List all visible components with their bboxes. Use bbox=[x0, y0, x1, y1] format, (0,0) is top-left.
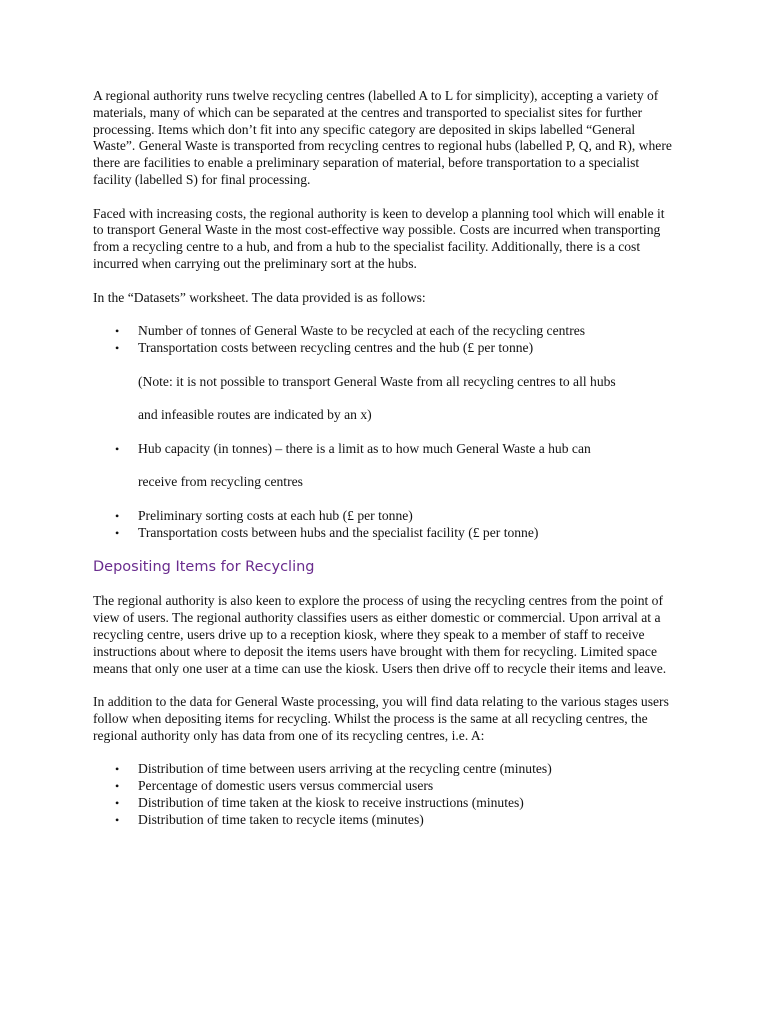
intro-paragraph-2: Faced with increasing costs, the regional authority is keen to develop a planning tool which will enable it to transport General Waste in the most cost-effective way possible. Costs are incurred when transporting from a recycling centre to a hub, and from a hub to the specialist facility. Additionally, there is a cost incurred when carrying out the preliminary sort at the hubs. bbox=[93, 205, 665, 271]
capacity-continuation: receive from recycling centres bbox=[138, 474, 303, 490]
datasets-list-capacity bbox=[93, 441, 678, 458]
list-item: • Hub capacity (in tonnes) – there is a limit as to how much General Waste a hub can bbox=[93, 441, 678, 458]
list-item: • Preliminary sorting costs at each hub (£ per tonne) bbox=[93, 508, 678, 525]
route-note-2: and infeasible routes are indicated by an x) bbox=[138, 407, 372, 423]
route-note-1: (Note: it is not possible to transport General Waste from all recycling centres to all hubs bbox=[138, 373, 616, 389]
section-paragraph-1: The regional authority is also keen to explore the process of using the recycling centres from the point of view of users. The regional authority classifies users as either domestic or commercial. Upon arrival at a recycling centre, users drive up to a reception kiosk, where they speak to a member of staff to receive instructions about where to deposit the items users have brought with them for recycling. Limited space means that only one user at a time can use the kiosk. Users then drive off to recycle their items and leave. bbox=[93, 593, 667, 676]
user-data-list bbox=[93, 761, 678, 828]
intro-paragraph-1: A regional authority runs twelve recycling centres (labelled A to L for simplicity), accepting a variety of materials, many of which can be separated at the centres and transported to specialist sites for further processing. Items which don’t fit into any specific category are deposited in skips labelled “General Waste”. General Waste is transported from recycling centres to regional hubs (labelled P, Q, and R), where there are facilities to enable a preliminary separation of material, before transportation to a specialist facility (labelled S) for final processing. bbox=[93, 88, 672, 187]
list-item: • Transportation costs between recycling centres and the hub (£ per tonne) bbox=[93, 340, 678, 357]
section-paragraph-2: In addition to the data for General Waste processing, you will find data relating to the various stages users follow when depositing items for recycling. Whilst the process is the same at all recycling centres, the regional authority only has data from one of its recycling centres, i.e. A: bbox=[93, 694, 669, 743]
list-item: • Distribution of time taken to recycle items (minutes) bbox=[93, 812, 678, 829]
list-item: • Distribution of time between users arriving at the recycling centre (minutes) bbox=[93, 761, 678, 778]
intro-paragraph-3: In the “Datasets” worksheet. The data provided is as follows: bbox=[93, 289, 426, 305]
datasets-list-costs bbox=[93, 508, 678, 542]
list-item: • Distribution of time taken at the kiosk to receive instructions (minutes) bbox=[93, 795, 678, 812]
datasets-list bbox=[93, 323, 678, 357]
section-heading: Depositing Items for Recycling bbox=[93, 559, 315, 576]
document-page bbox=[93, 88, 678, 828]
list-item: • Transportation costs between hubs and the specialist facility (£ per tonne) bbox=[93, 525, 678, 542]
list-item: • Number of tonnes of General Waste to be recycled at each of the recycling centres bbox=[93, 323, 678, 340]
list-item: • Percentage of domestic users versus commercial users bbox=[93, 778, 678, 795]
